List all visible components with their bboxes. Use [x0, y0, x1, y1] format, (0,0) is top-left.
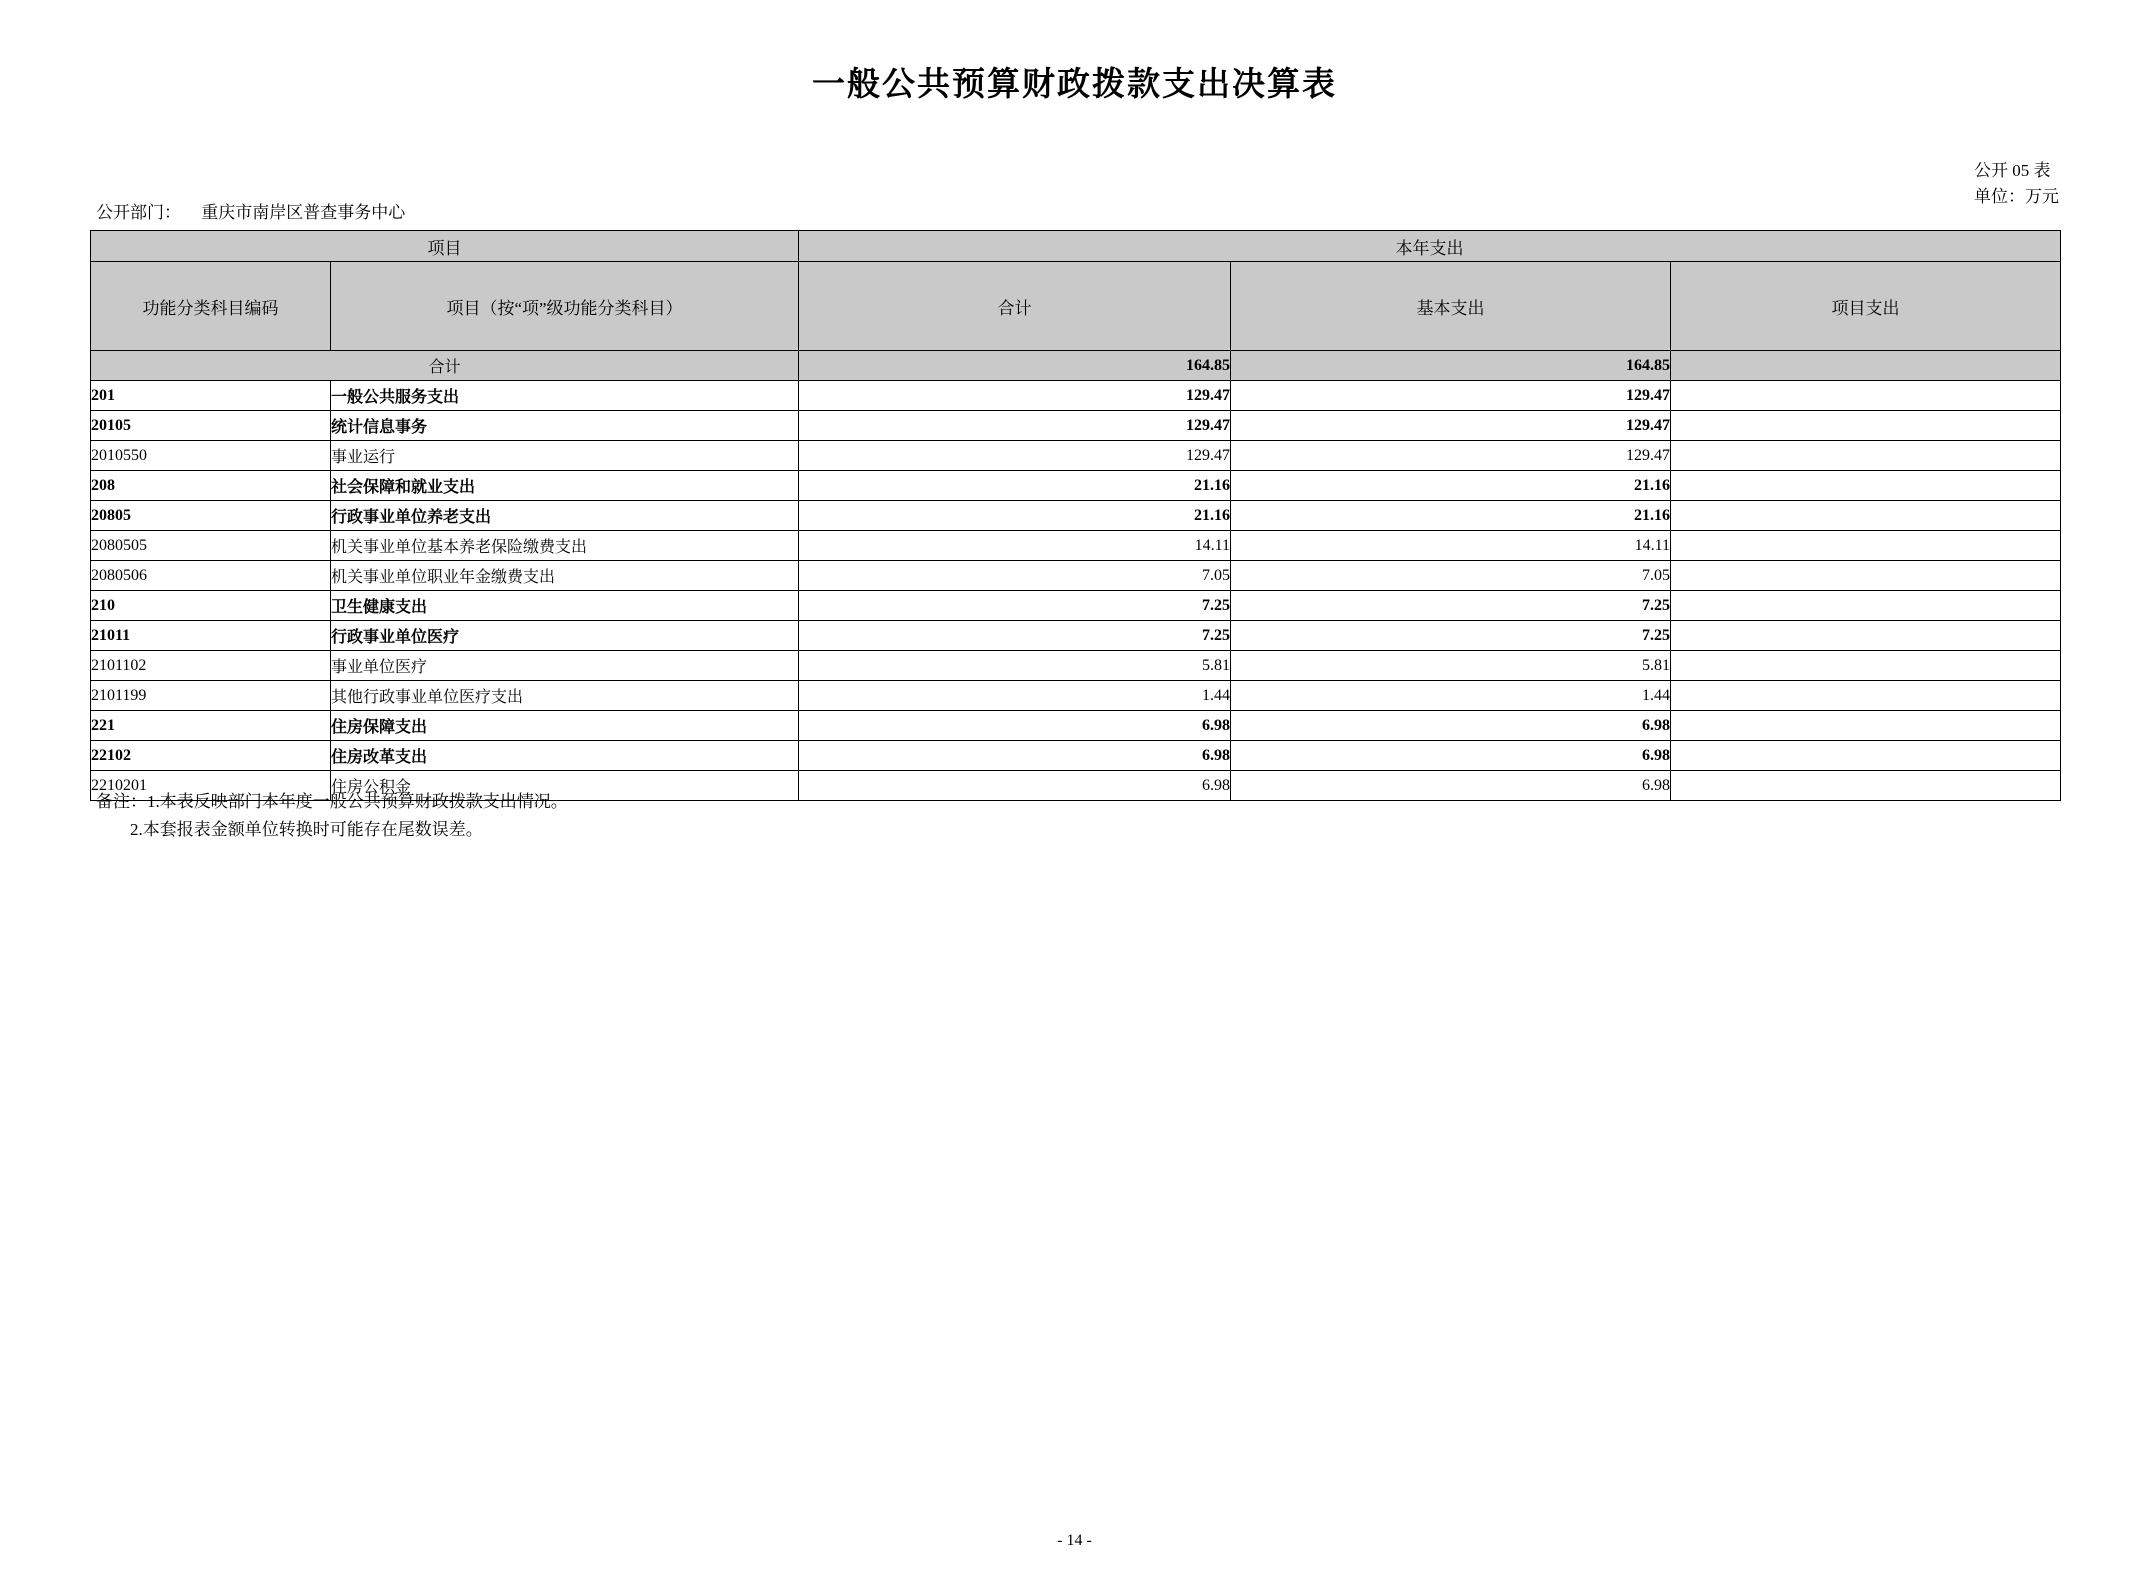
row-code: 210 [91, 591, 331, 621]
table-row [91, 381, 2061, 411]
row-name: 行政事业单位医疗 [331, 621, 799, 651]
row-name: 机关事业单位职业年金缴费支出 [331, 561, 799, 591]
row-total: 129.47 [799, 441, 1231, 471]
row-total: 1.44 [799, 681, 1231, 711]
row-project [1671, 471, 2061, 501]
row-basic: 6.98 [1231, 771, 1671, 801]
table-group-header-row [91, 231, 2061, 262]
table-row [91, 741, 2061, 771]
group-header-current-year: 本年支出 [799, 231, 2061, 262]
amount-unit: 单位：万元 [1974, 187, 2059, 207]
column-header-code: 功能分类科目编码 [91, 262, 331, 351]
row-project [1671, 411, 2061, 441]
table-row [91, 561, 2061, 591]
note-line-2: 2.本套报表金额单位转换时可能存在尾数误差。 [130, 820, 483, 840]
row-total: 6.98 [799, 771, 1231, 801]
row-project [1671, 741, 2061, 771]
table-notes [96, 788, 568, 844]
row-total: 7.25 [799, 591, 1231, 621]
total-amount-basic: 164.85 [1231, 351, 1671, 381]
department-label: 公开部门： [96, 203, 181, 222]
row-name: 卫生健康支出 [331, 591, 799, 621]
table-column-header-row [91, 262, 2061, 351]
row-project [1671, 711, 2061, 741]
row-code: 20105 [91, 411, 331, 441]
row-basic: 21.16 [1231, 471, 1671, 501]
document-page [0, 58, 2149, 1578]
form-meta [1974, 158, 2059, 211]
department-value: 重庆市南岸区普查事务中心 [201, 203, 406, 222]
row-code: 2101199 [91, 681, 331, 711]
row-code: 2080505 [91, 531, 331, 561]
row-basic: 129.47 [1231, 411, 1671, 441]
row-total: 21.16 [799, 471, 1231, 501]
row-total: 21.16 [799, 501, 1231, 531]
table-row [91, 531, 2061, 561]
row-project [1671, 441, 2061, 471]
row-project [1671, 561, 2061, 591]
table-row [91, 501, 2061, 531]
row-code: 2080506 [91, 561, 331, 591]
column-header-total: 合计 [799, 262, 1231, 351]
row-code: 21011 [91, 621, 331, 651]
column-header-basic: 基本支出 [1231, 262, 1671, 351]
table-row [91, 711, 2061, 741]
row-project [1671, 771, 2061, 801]
table-row [91, 441, 2061, 471]
row-basic: 129.47 [1231, 381, 1671, 411]
row-name: 住房改革支出 [331, 741, 799, 771]
row-project [1671, 621, 2061, 651]
table-header [91, 231, 2061, 351]
column-header-name: 项目（按“项”级功能分类科目） [331, 262, 799, 351]
row-name: 机关事业单位基本养老保险缴费支出 [331, 531, 799, 561]
row-basic: 6.98 [1231, 711, 1671, 741]
group-header-item: 项目 [91, 231, 799, 262]
row-total: 6.98 [799, 711, 1231, 741]
row-total: 5.81 [799, 651, 1231, 681]
row-project [1671, 501, 2061, 531]
row-code: 201 [91, 381, 331, 411]
row-name: 行政事业单位养老支出 [331, 501, 799, 531]
row-name: 其他行政事业单位医疗支出 [331, 681, 799, 711]
table-row-total [91, 351, 2061, 381]
row-basic: 6.98 [1231, 741, 1671, 771]
row-total: 129.47 [799, 411, 1231, 441]
row-name: 统计信息事务 [331, 411, 799, 441]
table-row [91, 471, 2061, 501]
row-project [1671, 381, 2061, 411]
table-row [91, 411, 2061, 441]
row-code: 2210201 [91, 771, 331, 801]
row-code: 208 [91, 471, 331, 501]
row-code: 22102 [91, 741, 331, 771]
row-name: 住房保障支出 [331, 711, 799, 741]
row-name: 社会保障和就业支出 [331, 471, 799, 501]
row-basic: 1.44 [1231, 681, 1671, 711]
row-basic: 5.81 [1231, 651, 1671, 681]
table-row [91, 651, 2061, 681]
row-code: 2010550 [91, 441, 331, 471]
budget-expenditure-table [90, 230, 2061, 801]
row-basic: 7.05 [1231, 561, 1671, 591]
row-name: 事业运行 [331, 441, 799, 471]
row-total: 129.47 [799, 381, 1231, 411]
table-body [91, 351, 2061, 801]
row-code: 2101102 [91, 651, 331, 681]
row-name: 一般公共服务支出 [331, 381, 799, 411]
table-row [91, 591, 2061, 621]
table-row [91, 681, 2061, 711]
row-basic: 14.11 [1231, 531, 1671, 561]
row-total: 7.05 [799, 561, 1231, 591]
column-header-project: 项目支出 [1671, 262, 2061, 351]
form-number: 公开 05 表 [1974, 161, 2051, 180]
row-basic: 21.16 [1231, 501, 1671, 531]
row-total: 6.98 [799, 741, 1231, 771]
page-title: 一般公共预算财政拨款支出决算表 [812, 67, 1337, 103]
row-name: 住房公积金 [331, 771, 799, 801]
row-basic: 7.25 [1231, 621, 1671, 651]
row-project [1671, 591, 2061, 621]
row-code: 221 [91, 711, 331, 741]
department-line [96, 198, 405, 223]
row-project [1671, 651, 2061, 681]
page-number: - 14 - [1057, 1532, 1092, 1549]
row-basic: 129.47 [1231, 441, 1671, 471]
row-project [1671, 681, 2061, 711]
row-project [1671, 531, 2061, 561]
total-amount-total: 164.85 [799, 351, 1231, 381]
row-basic: 7.25 [1231, 591, 1671, 621]
row-total: 14.11 [799, 531, 1231, 561]
row-name: 事业单位医疗 [331, 651, 799, 681]
row-total: 7.25 [799, 621, 1231, 651]
table-row [91, 621, 2061, 651]
total-amount-project [1671, 351, 2061, 381]
note-line-1: 备注：1.本表反映部门本年度一般公共预算财政拨款支出情况。 [96, 792, 568, 811]
total-label: 合计 [91, 351, 799, 381]
row-code: 20805 [91, 501, 331, 531]
